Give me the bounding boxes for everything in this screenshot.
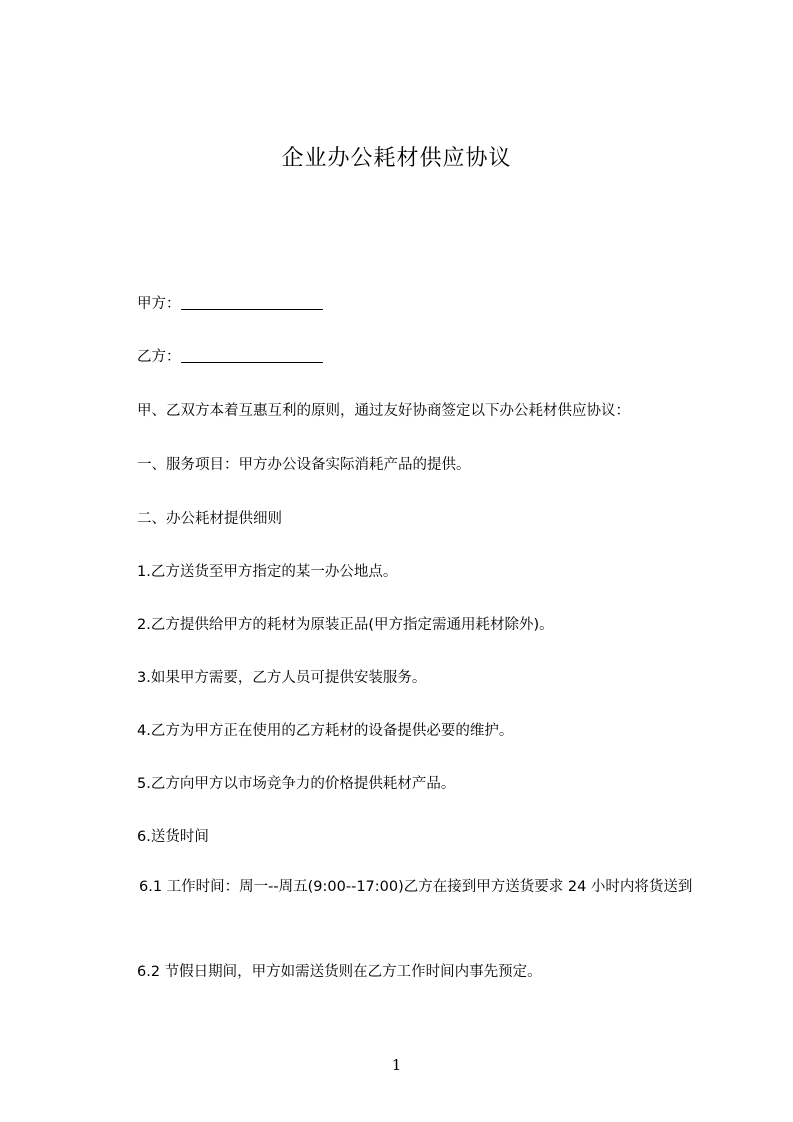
party-b-line — [137, 345, 323, 366]
party-a-line — [137, 292, 323, 313]
section-1: 一、服务项目：甲方办公设备实际消耗产品的提供。 — [137, 457, 471, 473]
clause-2: 2.乙方提供给甲方的耗材为原装正品(甲方指定需通用耗材除外)。 — [137, 617, 554, 633]
clause-5: 5.乙方向甲方以市场竞争力的价格提供耗材产品。 — [137, 776, 456, 792]
page-number: 1 — [391, 1056, 402, 1074]
document-title: 企业办公耗材供应协议 — [281, 146, 512, 171]
party-a-label: 甲方： — [137, 296, 181, 312]
clause-6-2: 6.2 节假日期间，甲方如需送货则在乙方工作时间内事先预定。 — [137, 964, 542, 980]
preamble: 甲、乙双方本着互惠互利的原则，通过友好协商签定以下办公耗材供应协议： — [137, 403, 630, 419]
clause-4: 4.乙方为甲方正在使用的乙方耗材的设备提供必要的维护。 — [137, 723, 514, 739]
clause-3: 3.如果甲方需要，乙方人员可提供安装服务。 — [137, 670, 427, 686]
clause-6: 6.送货时间 — [137, 829, 209, 845]
party-b-blank — [181, 348, 323, 363]
clause-1: 1.乙方送货至甲方指定的某一办公地点。 — [137, 564, 398, 580]
clause-6-1: 6.1 工作时间：周一--周五(9:00--17:00)乙方在接到甲方送货要求 24 小时内将货送到 — [139, 879, 693, 895]
section-2-heading: 二、办公耗材提供细则 — [137, 511, 282, 527]
party-a-blank — [181, 295, 323, 310]
party-b-label: 乙方： — [137, 349, 181, 365]
